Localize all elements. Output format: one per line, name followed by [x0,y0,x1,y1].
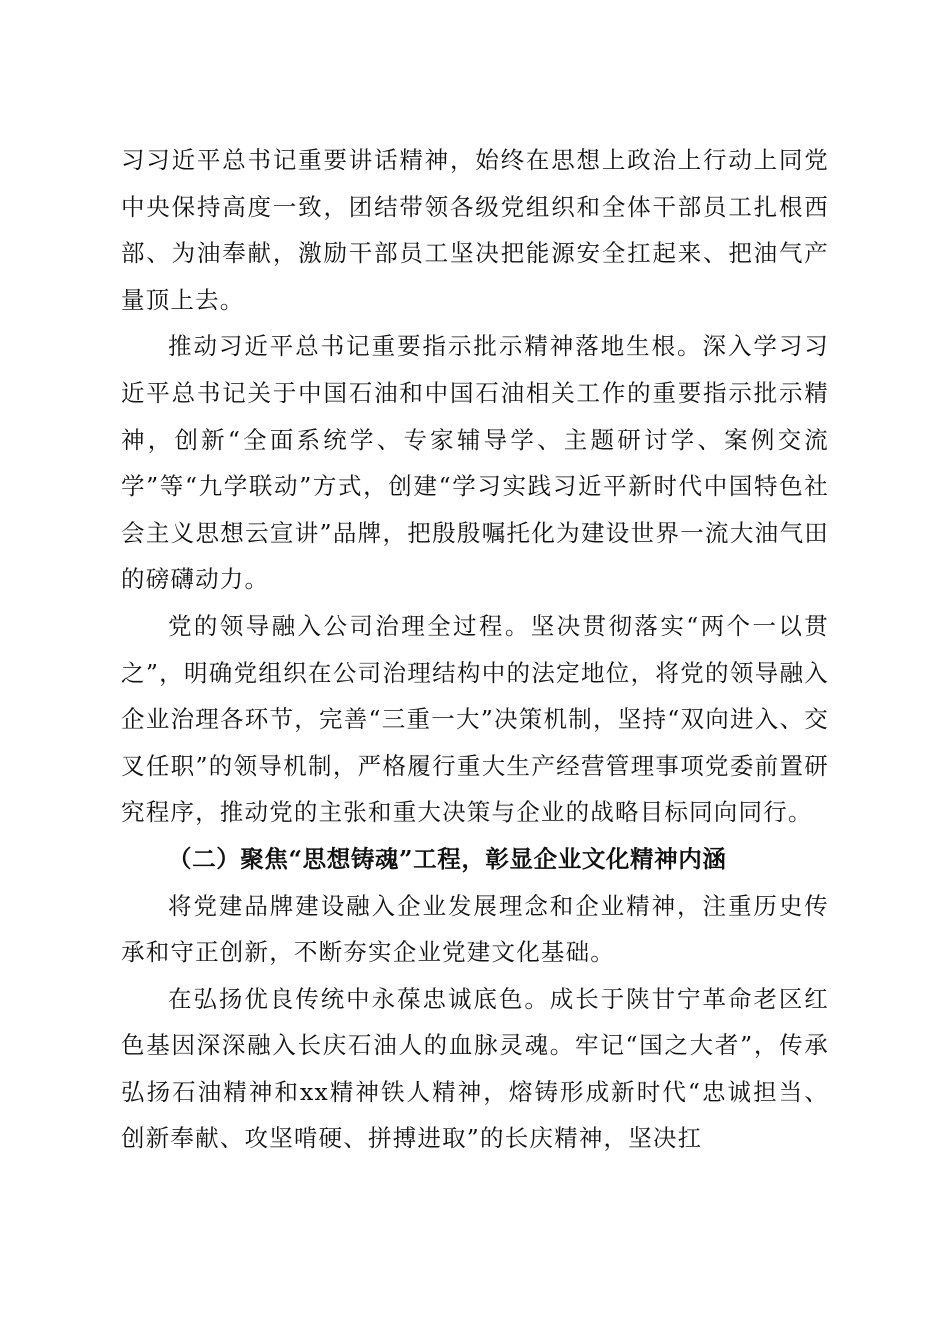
paragraph-fine-traditions: 在弘扬优良传统中永葆忠诚底色。成长于陕甘宁革命老区红色基因深深融入长庆石油人的血脉灵魂。牢记“国之大者”，传承弘扬石油精神和xx精神铁人精神，熔铸形成新时代“忠诚担当、创新奉献、攻坚啃硬、拼搏进取”的长庆精神，坚决扛 [121,984,829,1153]
paragraph-continuation: 习习近平总书记重要讲话精神，始终在思想上政治上行动上同党中央保持高度一致，团结带领各级党组织和全体干部员工扎根西部、为油奉献，激励干部员工坚决把能源安全扛起来、把油气产量顶上去。 [121,146,829,314]
paragraph-instructions-implementation: 推动习近平总书记重要指示批示精神落地生根。深入学习习近平总书记关于中国石油和中国石油相关工作的重要指示批示精神，创新“全面系统学、专家辅导学、主题研讨学、案例交流学”等“九学联动”方式，创建“学习实践习近平新时代中国特色社会主义思想云宣讲”品牌，把殷殷嘱托化为建设世界一流大油气田的磅礴动力。 [121,332,829,594]
document-body [121,137,829,1162]
paragraph-brand-culture: 将党建品牌建设融入企业发展理念和企业精神，注重历史传承和守正创新，不断夯实企业党建文化基础。 [121,891,829,967]
paragraph-party-leadership-governance: 党的领导融入公司治理全过程。坚决贯彻落实“两个一以贯之”，明确党组织在公司治理结构中的法定地位，将党的领导融入企业治理各环节，完善“三重一大”决策机制，坚持“双向进入、交叉任职”的领导机制，严格履行重大生产经营管理事项党委前置研究程序，推动党的主张和重大决策与企业的战略目标同向同行。 [121,611,829,827]
section-heading-2: （二）聚焦“思想铸魂”工程，彰显企业文化精神内涵 [168,844,727,873]
